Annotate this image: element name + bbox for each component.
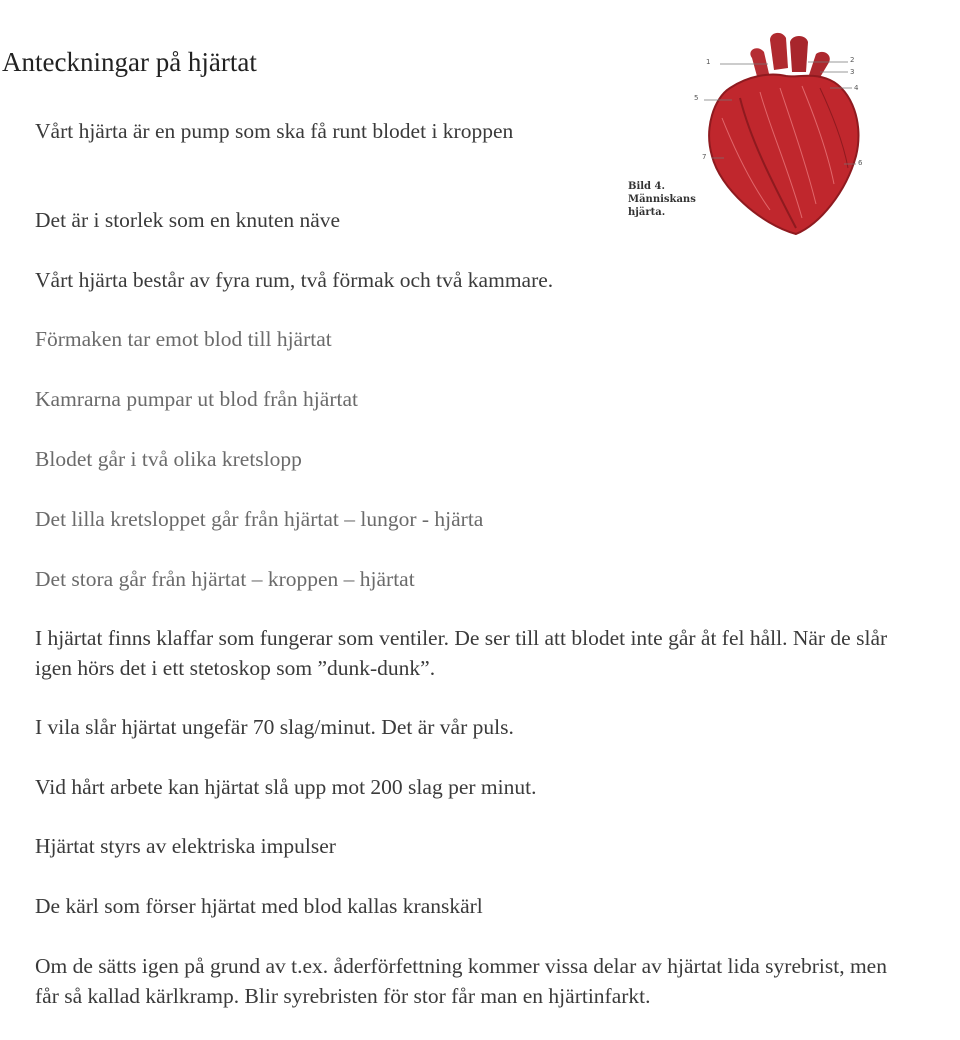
note-paragraph: I hjärtat finns klaffar som fungerar som ventiler. De ser till att blodet inte går åt fel håll. När de slår igen hörs det i ett stetoskop som ”dunk-dunk”. bbox=[35, 626, 888, 680]
note-paragraph: Hjärtat styrs av elektriska impulser bbox=[35, 834, 336, 858]
heart-illustration bbox=[620, 28, 910, 243]
document-title: Anteckningar på hjärtat bbox=[2, 47, 257, 77]
figure-label: 4 bbox=[854, 84, 859, 92]
figure-label: 5 bbox=[694, 94, 699, 102]
note-paragraph: Blodet går i två olika kretslopp bbox=[35, 447, 302, 471]
note-paragraph: Om de sätts igen på grund av t.ex. åderförfettning kommer vissa delar av hjärtat lida syrebrist, men får så kallad kärlkramp. Blir syrebristen för stor får man en hjärtinfarkt. bbox=[35, 954, 887, 1008]
note-paragraph: Det lilla kretsloppet går från hjärtat – lungor - hjärta bbox=[35, 507, 484, 531]
figure-caption bbox=[628, 180, 718, 219]
note-paragraph: Det stora går från hjärtat – kroppen – hjärtat bbox=[35, 567, 415, 591]
figure-caption-number: Bild 4. bbox=[628, 181, 665, 192]
figure-caption-text: Människans hjärta. bbox=[628, 194, 696, 218]
note-paragraph: I vila slår hjärtat ungefär 70 slag/minut. Det är vår puls. bbox=[35, 715, 514, 739]
figure-label: 7 bbox=[702, 153, 707, 161]
vessel-shape bbox=[790, 36, 808, 72]
figure-label: 6 bbox=[858, 159, 863, 167]
note-paragraph: Vårt hjärta är en pump som ska få runt blodet i kroppen bbox=[35, 119, 514, 143]
note-paragraph: Förmaken tar emot blod till hjärtat bbox=[35, 327, 332, 351]
note-paragraph: Kamrarna pumpar ut blod från hjärtat bbox=[35, 387, 358, 411]
aorta-shape bbox=[770, 33, 788, 70]
note-paragraph: De kärl som förser hjärtat med blod kallas kranskärl bbox=[35, 894, 483, 918]
figure-label: 3 bbox=[850, 68, 855, 76]
note-paragraph: Vid hårt arbete kan hjärtat slå upp mot 200 slag per minut. bbox=[35, 775, 537, 799]
figure-label: 2 bbox=[850, 56, 855, 64]
note-paragraph: Vårt hjärta består av fyra rum, två förmak och två kammare. bbox=[35, 268, 554, 292]
note-paragraph: Det är i storlek som en knuten näve bbox=[35, 208, 341, 232]
figure-label: 1 bbox=[706, 58, 711, 66]
